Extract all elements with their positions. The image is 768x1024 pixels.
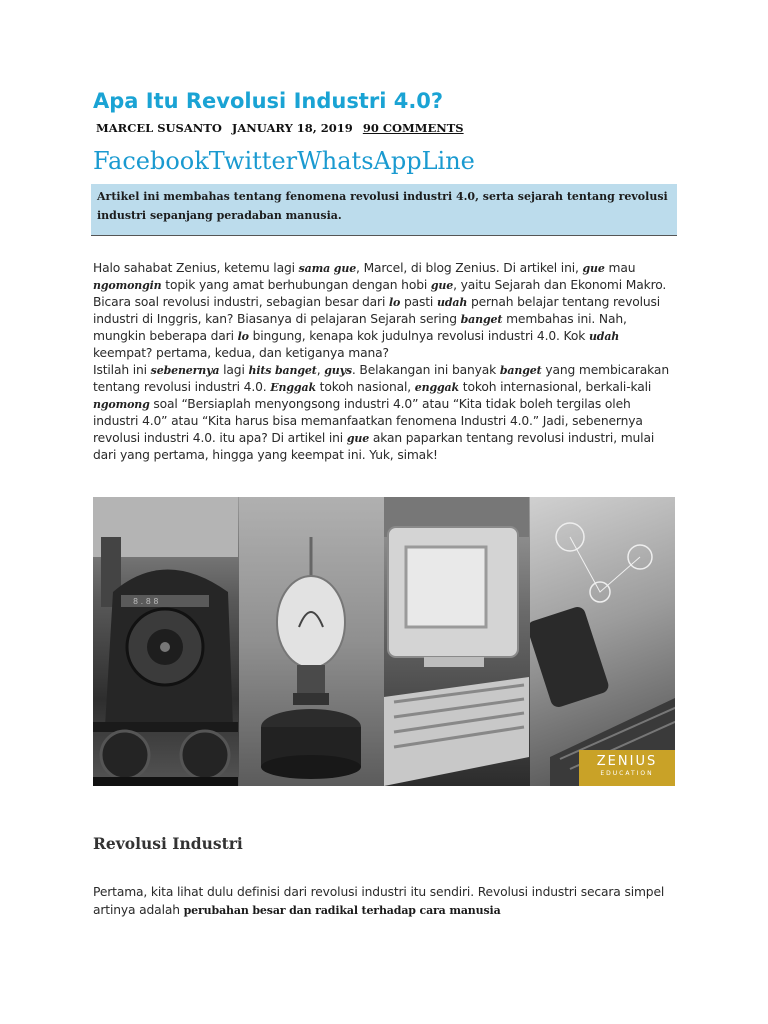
emphasized-word: udah (588, 330, 620, 343)
comments-link[interactable]: 90 COMMENTS (362, 121, 464, 135)
article-paragraph: Istilah ini sebenernya lagi hits banget, guys. Belakangan ini banyak banget yang membicarakan tentang revolusi industri 4.0. Enggak tokoh nasional, enggak tokoh internasional, berkali-kali ngomong soal “Bersiaplah menyongsong industri 4.0” atau “Kita tidak boleh tergilas oleh industri 4.0” atau “Kita harus bisa memanfaatkan fenomena Industri 4.0.” Jadi, sebenernya revolusi industri 4.0. itu apa? Di artikel ini gue akan paparkan tentang revolusi industri, mulai dari yang pertama, hingga yang keempat ini. Yuk, simak! (93, 363, 669, 462)
old-computer-image (384, 497, 530, 786)
emphasized-word: lo (388, 296, 401, 309)
share-links (93, 147, 475, 175)
article-paragraph: Halo sahabat Zenius, ketemu lagi sama gue, Marcel, di blog Zenius. Di artikel ini, gue mau ngomongin topik yang amat berhubungan dengan hobi gue, yaitu Sejarah dan Ekonomi Makro. (93, 261, 667, 292)
article-title: Apa Itu Revolusi Industri 4.0? (93, 89, 444, 113)
svg-text:8 . 8 8: 8 . 8 8 (133, 597, 159, 606)
emphasized-word: guys (324, 364, 352, 377)
emphasized-word: enggak (414, 381, 460, 394)
zenius-logo: ZENIUS EDUCATION (579, 750, 675, 786)
hero-image (93, 497, 675, 786)
post-date: JANUARY 18, 2019 (231, 121, 353, 135)
article-summary: Artikel ini membahas tentang fenomena revolusi industri 4.0, serta sejarah tentang revolusi industri sepanjang peradaban manusia. (91, 184, 677, 236)
author-link[interactable]: MARCEL SUSANTO (96, 121, 222, 135)
emphasized-word: ngomong (93, 398, 150, 411)
emphasized-word: sama gue (298, 262, 357, 275)
share-whatsapp-link[interactable]: WhatsApp (297, 147, 422, 175)
share-twitter-link[interactable]: Twitter (208, 147, 298, 175)
emphasized-word: udah (436, 296, 468, 309)
section-bold-text: perubahan besar dan radikal terhadap cara manusia (183, 904, 501, 917)
article-paragraph: Bicara soal revolusi industri, sebagian besar dari lo pasti udah pernah belajar tentang revolusi industri di Inggris, kan? Biasanya di pelajaran Sejarah sering banget membahas ini. Nah, mungkin beberapa dari lo bingung, kenapa kok judulnya revolusi industri 4.0. Kok udah keempat? pertama, kedua, dan ketiganya mana? (93, 295, 661, 360)
emphasized-word: gue (582, 262, 605, 275)
section-paragraph (93, 883, 678, 920)
emphasized-word: ngomongin (93, 279, 162, 292)
share-facebook-link[interactable]: Facebook (93, 147, 209, 175)
emphasized-word: sebenernya (150, 364, 220, 377)
emphasized-word: gue (430, 279, 454, 292)
section-heading: Revolusi Industri (93, 834, 243, 853)
laptop-tablet-image (530, 497, 676, 786)
emphasized-word: lo (237, 330, 249, 343)
emphasized-word: hits banget (248, 364, 317, 377)
emphasized-word: banget (499, 364, 542, 377)
share-line-link[interactable]: Line (421, 147, 475, 175)
light-bulb-image (239, 497, 385, 786)
section-text: Pertama, kita lihat dulu definisi dari revolusi industri itu sendiri. Revolusi industri secara simpel artinya adalah (93, 885, 665, 917)
article-body (93, 260, 673, 464)
emphasized-word: gue (346, 432, 370, 445)
emphasized-word: Enggak (270, 381, 316, 394)
steam-locomotive-image (93, 497, 239, 786)
post-meta (96, 121, 470, 135)
emphasized-word: banget (460, 313, 503, 326)
